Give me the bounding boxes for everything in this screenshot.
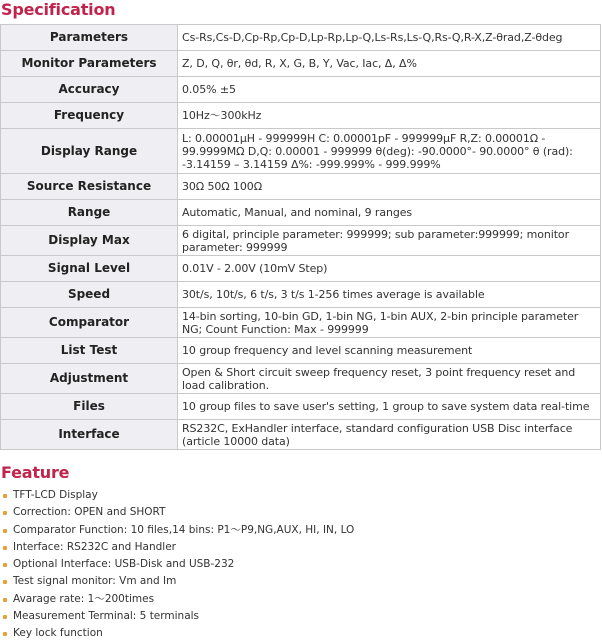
- spec-value: L: 0.00001μH - 999999H C: 0.00001pF - 999999μF R,Z: 0.00001Ω - 99.9999MΩ D,Q: 0.00001 - 999999 θ(deg): -90.0000°- 90.0000° θ (rad): -3.14159 – 3.14159 Δ%: -999.999% - 999.999%: [178, 129, 601, 174]
- table-row: [1, 256, 601, 282]
- table-row: [1, 420, 601, 450]
- spec-label: Interface: [1, 420, 178, 450]
- spec-value: 10Hz～300kHz: [178, 103, 601, 129]
- bullet-icon: [3, 511, 7, 515]
- feature-text: Avarage rate: 1～200times: [13, 592, 155, 605]
- bullet-icon: [3, 632, 7, 636]
- feature-text: Measurement Terminal: 5 terminals: [13, 610, 200, 623]
- spec-value: 30t/s, 10t/s, 6 t/s, 3 t/s 1-256 times average is available: [178, 282, 601, 308]
- spec-label: Adjustment: [1, 364, 178, 394]
- spec-value: 0.01V - 2.00V (10mV Step): [178, 256, 601, 282]
- spec-value: Cs-Rs,Cs-D,Cp-Rp,Cp-D,Lp-Rp,Lp-Q,Ls-Rs,Ls-Q,Rs-Q,R-X,Z-θrad,Z-θdeg: [178, 25, 601, 51]
- spec-label: Monitor Parameters: [1, 51, 178, 77]
- feature-text: Comparator Function: 10 files,14 bins: P1～P9,NG,AUX, HI, IN, LO: [13, 523, 355, 536]
- spec-value: Z, D, Q, θr, θd, R, X, G, B, Y, Vac, Iac, Δ, Δ%: [178, 51, 601, 77]
- table-row: [1, 226, 601, 256]
- spec-label: Speed: [1, 282, 178, 308]
- list-item: [0, 487, 354, 504]
- spec-label: List Test: [1, 338, 178, 364]
- list-item: [0, 522, 354, 539]
- spec-label: Range: [1, 200, 178, 226]
- table-row: [1, 308, 601, 338]
- spec-value: 14-bin sorting, 10-bin GD, 1-bin NG, 1-bin AUX, 2-bin principle parameter NG; Count Function: Max - 999999: [178, 308, 601, 338]
- spec-label: Comparator: [1, 308, 178, 338]
- table-row: [1, 282, 601, 308]
- spec-value: Automatic, Manual, and nominal, 9 ranges: [178, 200, 601, 226]
- bullet-icon: [3, 494, 7, 498]
- spec-value: RS232C, ExHandler interface, standard configuration USB Disc interface (article 10000 data): [178, 420, 601, 450]
- spec-value: Open & Short circuit sweep frequency reset, 3 point frequency reset and load calibration.: [178, 364, 601, 394]
- list-item: [0, 608, 354, 625]
- list-item: [0, 539, 354, 556]
- bullet-icon: [3, 615, 7, 619]
- bullet-icon: [3, 598, 7, 602]
- spec-value: 10 group frequency and level scanning measurement: [178, 338, 601, 364]
- feature-text: Key lock function: [13, 627, 103, 640]
- specification-heading: Specification: [1, 0, 116, 19]
- spec-label: Parameters: [1, 25, 178, 51]
- spec-label: Frequency: [1, 103, 178, 129]
- feature-text: Test signal monitor: Vm and Im: [13, 575, 177, 588]
- table-row: [1, 200, 601, 226]
- table-row: [1, 394, 601, 420]
- spec-value: 0.05% ±5: [178, 77, 601, 103]
- table-row: [1, 51, 601, 77]
- table-row: [1, 174, 601, 200]
- bullet-icon: [3, 580, 7, 584]
- spec-label: Source Resistance: [1, 174, 178, 200]
- list-item: [0, 573, 354, 590]
- list-item: [0, 591, 354, 608]
- spec-label: Signal Level: [1, 256, 178, 282]
- feature-list: [0, 487, 354, 643]
- spec-value: 6 digital, principle parameter: 999999; sub parameter:999999; monitor parameter: 999999: [178, 226, 601, 256]
- bullet-icon: [3, 563, 7, 567]
- spec-label: Display Max: [1, 226, 178, 256]
- spec-label: Accuracy: [1, 77, 178, 103]
- list-item: [0, 556, 354, 573]
- list-item: [0, 504, 354, 521]
- table-row: [1, 338, 601, 364]
- spec-value: 30Ω 50Ω 100Ω: [178, 174, 601, 200]
- bullet-icon: [3, 529, 7, 533]
- spec-label: Display Range: [1, 129, 178, 174]
- table-row: [1, 103, 601, 129]
- spec-label: Files: [1, 394, 178, 420]
- specification-table: [0, 24, 601, 450]
- table-row: [1, 364, 601, 394]
- feature-text: Correction: OPEN and SHORT: [13, 506, 166, 519]
- feature-text: Optional Interface: USB-Disk and USB-232: [13, 558, 235, 571]
- feature-heading: Feature: [1, 463, 70, 482]
- table-row: [1, 25, 601, 51]
- table-row: [1, 129, 601, 174]
- feature-text: Interface: RS232C and Handler: [13, 540, 176, 553]
- table-row: [1, 77, 601, 103]
- feature-text: TFT-LCD Display: [13, 489, 98, 501]
- bullet-icon: [3, 546, 7, 550]
- list-item: [0, 625, 354, 642]
- spec-value: 10 group files to save user's setting, 1 group to save system data real-time: [178, 394, 601, 420]
